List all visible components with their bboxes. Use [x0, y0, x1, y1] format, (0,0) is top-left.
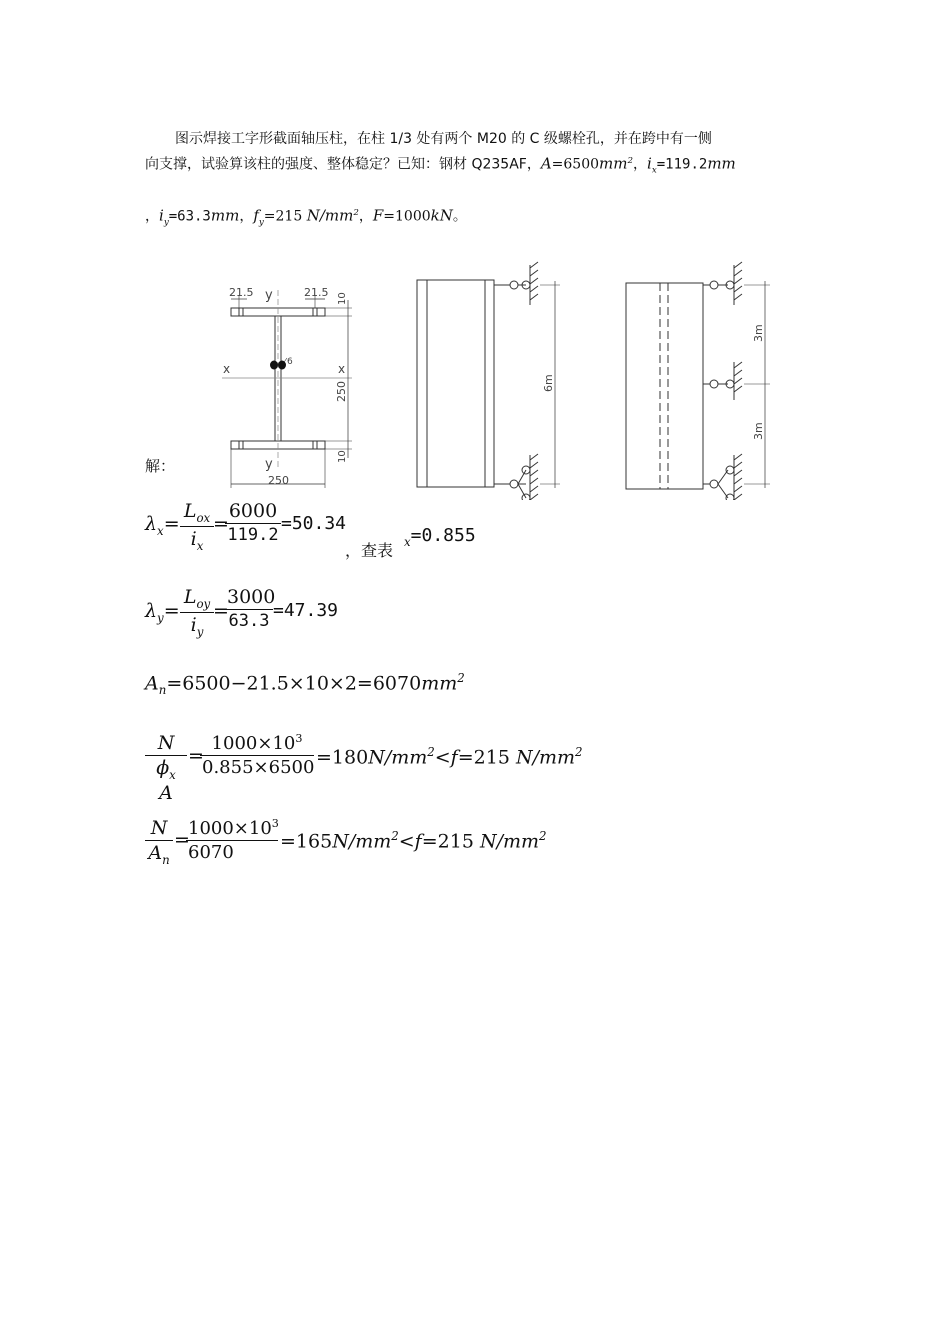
solution-label: 解：: [145, 457, 176, 475]
lambda-y-fraction-1: $L_{oy}$ $i_y$: [180, 586, 214, 639]
problem-line-1: 图示焊接工字形截面轴压柱，在柱 1/3 处有两个 M20 的 C 级螺栓孔，并在跨中有一侧: [175, 131, 712, 147]
unit-F: kN: [430, 206, 453, 225]
column-figure: [0, 0, 950, 500]
lambda-y-fraction-2: 3000 63.3: [227, 586, 276, 631]
sub-iy: y: [163, 217, 169, 228]
lookup-text: ，查表: [345, 541, 394, 560]
lambda-x-result: =50.34: [281, 513, 347, 534]
var-ix: i: [647, 154, 652, 173]
dim-10-bottom: 10: [337, 450, 348, 463]
length-6m: 6m: [542, 374, 555, 392]
var-F: F: [372, 206, 384, 225]
bolt-hole-left: [270, 361, 278, 370]
bolt-hole-right: [278, 361, 286, 370]
column-elevation-strong-axis: [417, 262, 560, 500]
val-iy: =63.3: [168, 208, 211, 225]
phi-x: $_x$=0.855: [404, 525, 476, 549]
unit-iy: mm: [210, 206, 240, 225]
var-A: A: [540, 154, 552, 173]
comma: ，: [633, 156, 648, 173]
sup-fy: 2: [353, 208, 359, 218]
sub-fy: y: [258, 217, 264, 228]
dim-250-right: 250: [335, 381, 348, 402]
val-F: =1000: [383, 208, 431, 225]
comma: ，: [358, 208, 373, 225]
dim-10-top: 10: [337, 292, 348, 305]
axis-y-bottom: y: [265, 457, 273, 472]
axis-x-left: x: [223, 362, 231, 376]
strength-fraction-1: N $A_n$: [145, 817, 173, 867]
lambda-x-symbol: $\lambda_x=$: [145, 513, 180, 538]
unit-fy: N/mm: [306, 206, 354, 225]
sup-A: 2: [627, 156, 634, 166]
axis-x-right: x: [338, 362, 346, 376]
val-ix: =119.2: [656, 156, 708, 173]
net-area-equation: $A_n=6500-21.5\times 10\times 2=6070mm^2$: [145, 671, 465, 698]
comma: ，: [239, 208, 254, 225]
dim-250-bottom: 250: [268, 474, 289, 487]
stability-fraction-1: N $\phi_x$ A: [145, 732, 187, 804]
column-elevation-weak-axis: [626, 262, 770, 500]
stability-result: $=180N/mm^2<f=215$ $N/mm^2$: [316, 745, 583, 769]
length-3m-top: 3m: [752, 324, 765, 342]
i-section-drawing: [222, 290, 352, 488]
comma: ，: [145, 208, 159, 225]
val-A: =6500: [551, 156, 600, 173]
lambda-y-symbol: $\lambda_y=$: [145, 600, 180, 625]
lambda-x-fraction-2: 6000 119.2: [225, 500, 281, 545]
strength-result: $=165N/mm^2<f=215$ $N/mm^2$: [280, 829, 547, 853]
sub-ix: x: [651, 165, 657, 176]
weld-size: 6: [287, 357, 293, 367]
period: 。: [452, 208, 467, 225]
unit-A: mm: [599, 154, 628, 173]
var-fy: f: [253, 206, 259, 225]
dim-21-5-right: 21.5: [304, 286, 329, 299]
lambda-y-result: =47.39: [273, 600, 339, 621]
strength-fraction-2: $1000\times 10^3$ 6070: [188, 817, 279, 863]
lambda-x-fraction-1: $L_{ox}$ $i_x$: [180, 500, 214, 553]
problem-line-2-text: 向支撑，试验算该柱的强度、整体稳定？已知：钢材 Q235AF，: [145, 156, 541, 173]
unit-ix: mm: [707, 154, 736, 173]
dim-21-5-left: 21.5: [229, 286, 254, 299]
axis-y-top: y: [265, 288, 273, 303]
length-3m-bottom: 3m: [752, 422, 765, 440]
val-fy: =215: [263, 208, 303, 225]
stability-fraction-2: $1000\times 10^3$ 0.855×6500: [202, 732, 315, 778]
var-iy: i: [159, 206, 164, 225]
